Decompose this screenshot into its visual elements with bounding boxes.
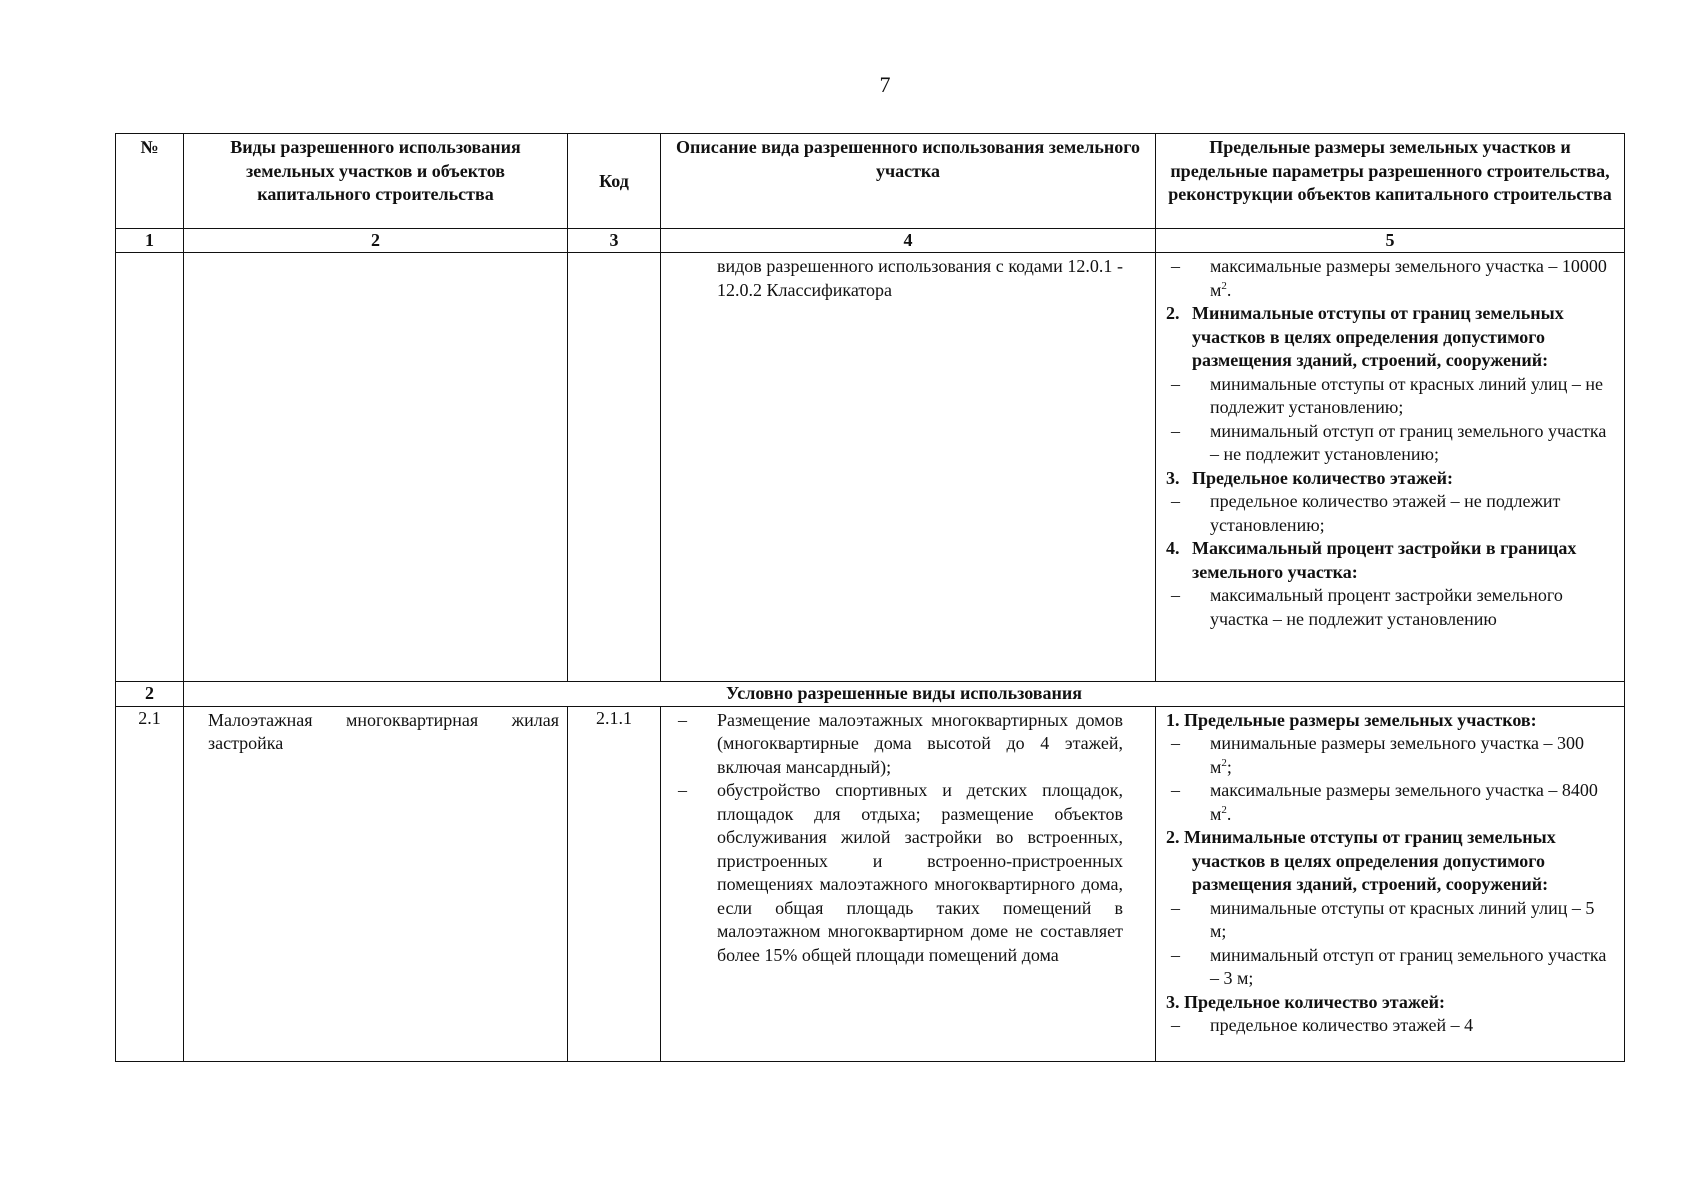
header-description: Описание вида разрешенного использования земельного участка <box>661 134 1156 229</box>
list-item: – минимальный отступ от границ земельного участка – 3 м; <box>1171 944 1607 988</box>
table-row-continued <box>116 253 1625 682</box>
column-number: 3 <box>568 229 661 253</box>
limits-heading: 2. Минимальные отступы от границ земельных участков в целях определения допустимого размещения зданий, строений, сооружений: <box>1166 303 1564 370</box>
section-row <box>116 682 1625 707</box>
limits-heading: 4. Максимальный процент застройки в границах земельного участка: <box>1166 538 1577 582</box>
list-item: – Размещение малоэтажных многоквартирных домов (многоквартирные дома высотой до 4 этажей, включая мансардный); <box>678 709 1123 777</box>
column-number: 5 <box>1156 229 1625 253</box>
header-code: Код <box>568 134 661 229</box>
row-code: 2.1.1 <box>568 706 661 1061</box>
header-limits: Предельные размеры земельных участков и предельные параметры разрешенного строительства, реконструкции объектов капитального строительства <box>1156 134 1625 229</box>
limits-list <box>1166 584 1610 631</box>
list-item: – максимальные размеры земельного участка – 10000 $м^2$. <box>1171 256 1607 300</box>
column-number: 4 <box>661 229 1156 253</box>
table-row <box>116 706 1625 1061</box>
list-item: – минимальные размеры земельного участка – 300 $м^2$; <box>1171 733 1585 777</box>
limits-heading: 2. Минимальные отступы от границ земельных участков в целях определения допустимого размещения зданий, строений, сооружений: <box>1166 827 1556 894</box>
column-number-row <box>116 229 1625 253</box>
limits-heading: 1. Предельные размеры земельных участков: <box>1166 709 1537 730</box>
description-continuation: видов разрешенного использования с кодами 12.0.1 - 12.0.2 Классификатора <box>717 256 1123 300</box>
column-number: 2 <box>184 229 568 253</box>
regulations-table <box>115 133 1625 1062</box>
list-item: – минимальный отступ от границ земельного участка – не подлежит установлению; <box>1171 420 1607 464</box>
cell-no-empty <box>116 253 184 682</box>
header-no: № <box>116 134 184 229</box>
list-item: – максимальный процент застройки земельного участка – не подлежит установлению <box>1171 585 1563 629</box>
page-number: 7 <box>879 72 891 97</box>
limits-list <box>1166 1014 1610 1038</box>
cell-code-empty <box>568 253 661 682</box>
column-number: 1 <box>116 229 184 253</box>
limits-list <box>1166 490 1610 537</box>
list-item: – обустройство спортивных и детских площадок, площадок для отдыха; размещение объектов обслуживания жилой застройки во встроенных, пристроенных и встроенно-пристроенных помещениях малоэтажного многоквартирного дома, если общая площадь таких помещений в малоэтажном многоквартирном доме не составляет более 15% общей площади помещений дома <box>678 780 1123 965</box>
limits-heading: 3. Предельное количество этажей: <box>1166 991 1445 1012</box>
list-item: – максимальные размеры земельного участка – 8400 $м^2$. <box>1171 780 1598 824</box>
limits-list <box>1166 732 1610 826</box>
row-limits <box>1156 706 1625 1061</box>
row-no: 2.1 <box>116 706 184 1061</box>
limits-heading: 3. Предельное количество этажей: <box>1166 467 1453 488</box>
description-list <box>673 709 1123 968</box>
list-item: – предельное количество этажей – 4 <box>1171 1015 1474 1035</box>
cell-description <box>661 253 1156 682</box>
row-name: Малоэтажная многоквартирная жилая застройка <box>184 706 568 1061</box>
limits-list <box>1166 897 1610 991</box>
list-item: – предельное количество этажей – не подлежит установлению; <box>1171 491 1561 535</box>
limits-list <box>1166 255 1610 302</box>
cell-limits <box>1156 253 1625 682</box>
section-title: Условно разрешенные виды использования <box>184 682 1625 707</box>
row-description <box>661 706 1156 1061</box>
limits-list <box>1166 373 1610 467</box>
list-item: – минимальные отступы от красных линий улиц – 5 м; <box>1171 897 1595 941</box>
section-no: 2 <box>116 682 184 707</box>
cell-name-empty <box>184 253 568 682</box>
list-item: – минимальные отступы от красных линий улиц – не подлежит установлению; <box>1171 373 1603 417</box>
header-name: Виды разрешенного использования земельных участков и объектов капитального строительства <box>184 134 568 229</box>
table-header-row <box>116 134 1625 229</box>
